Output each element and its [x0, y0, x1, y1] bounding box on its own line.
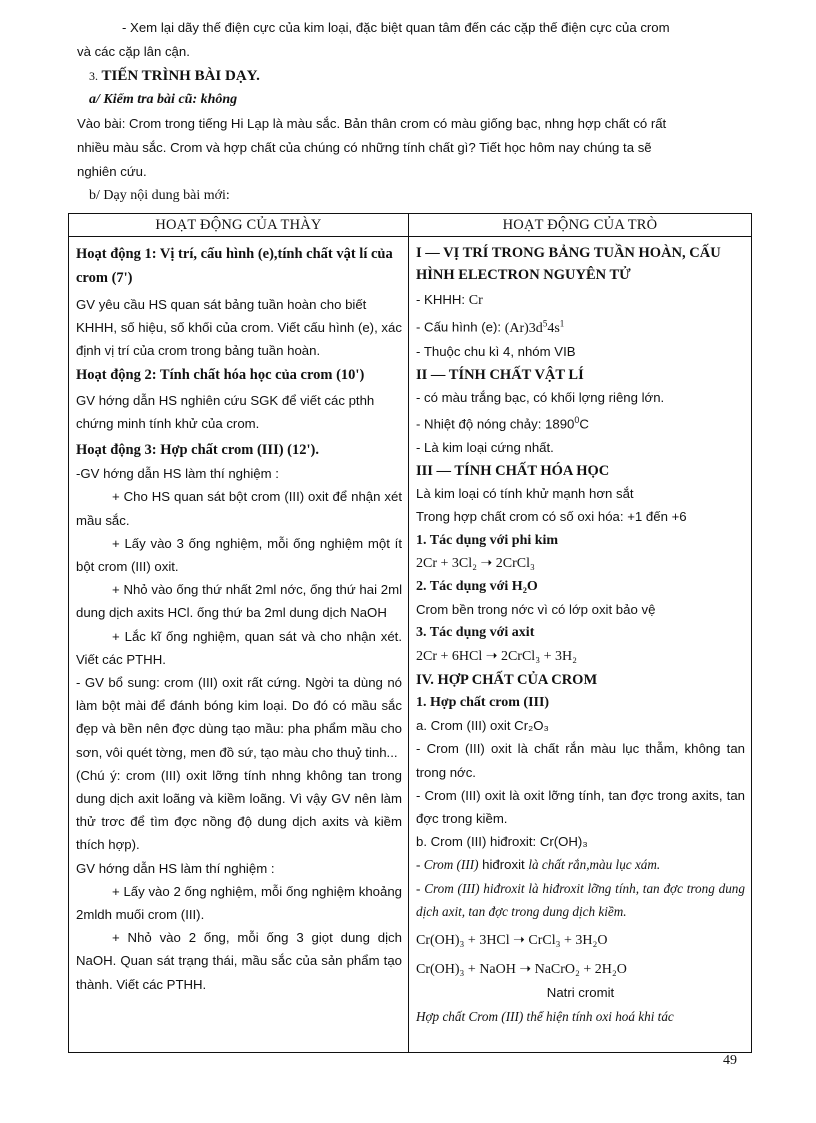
activity-3-step-5: + Lấy vào 2 ống nghiệm, mỗi ống nghiệm khoảng 2mldh muối crom (III).	[76, 883, 402, 923]
intro-paragraph-2: nhiều màu sắc. Crom và hợp chất của chúng có những tính chất gì? Tiết học hôm nay chúng ta sẽ	[77, 140, 652, 155]
section-3-eq-3: 2Cr + 6HCl ➝ 2CrCl₃ + 3H₂	[416, 648, 577, 664]
section-3-line-1: Là kim loại có tính khử mạnh hơn sắt	[416, 486, 634, 502]
activity-3-step-1: + Cho HS quan sát bột crom (III) oxit để nhận xét mầu sắc.	[76, 489, 402, 528]
degree-sup: 0	[574, 415, 580, 426]
section-4-sub-1: 1. Hợp chất crom (III)	[416, 694, 550, 710]
section-1-khhh	[416, 288, 745, 312]
page-number: 49	[723, 1053, 737, 1068]
config-label: - Cấu hình (e):	[416, 319, 502, 335]
section-4-title: IV. HỢP CHẤT CỦA CROM	[416, 671, 598, 688]
new-content-heading: b/ Dạy nội dung bài mới:	[89, 188, 230, 203]
teacher-column-header: HOẠT ĐỘNG CỦA THÀY	[69, 214, 409, 237]
activity-3-title: Hoạt động 3: Hợp chất crom (III) (12').	[76, 442, 319, 459]
section-1-period: - Thuộc chu kì 4, nhóm VIB	[416, 344, 576, 360]
section-2-line-3: - Là kim loại cứng nhất.	[416, 440, 554, 456]
config-4s: 4s	[547, 320, 560, 336]
section-4-a-2: - Crom (III) oxit là oxit lỡng tính, tan đợc trong axits, tan đợc trong kiềm.	[416, 787, 745, 826]
section-4-eq-2-name: Natri cromit	[546, 985, 615, 1001]
section-4-eq-1: Cr(OH)₃ + 3HCl ➝ CrCl₃ + 3H₂O	[416, 932, 608, 948]
config-value	[504, 318, 565, 336]
section-title: TIẾN TRÌNH BÀI DẠY.	[101, 68, 260, 84]
config-core: (Ar)3d	[504, 320, 543, 336]
lesson-table	[68, 213, 752, 1053]
section-2-melting-point	[416, 409, 745, 436]
check-old-lesson: a/ Kiểm tra bài cũ: không	[89, 92, 238, 107]
section-2-line-1: - có màu trắng bạc, có khối lợng riêng lớn.	[416, 390, 665, 406]
objective-bullet: - Xem lại dãy thế điện cực của kim loại, đặc biệt quan tâm đến các cặp thế điện cực của crom	[122, 20, 670, 35]
section-3-title: III — TÍNH CHẤT HÓA HỌC	[416, 463, 610, 480]
section-4-eq-2: Cr(OH)₃ + NaOH ➝ NaCrO₂ + 2H₂O	[416, 962, 627, 978]
section-2-title: II — TÍNH CHẤT VẬT LÍ	[416, 367, 584, 384]
section-3-line-2: Trong hợp chất crom có số oxi hóa: +1 đến +6	[416, 509, 687, 525]
student-column-header: HOẠT ĐỘNG CỦA TRÒ	[409, 214, 752, 237]
intro-paragraph-3: nghiên cứu.	[77, 164, 147, 179]
activity-3-step-2: + Lấy vào 3 ống nghiệm, mỗi ống nghiệm một ít bột crom (III) oxit.	[76, 535, 402, 575]
activity-1-text: GV yêu cầu HS quan sát bảng tuần hoàn cho biết KHHH, số hiệu, số khối của crom. Viết cấu hình (e), xác định vị trí của crom trong bảng tuần hoàn.	[76, 297, 402, 359]
section-3-sub-2: 2. Tác dụng với H₂O	[416, 579, 538, 595]
melting-unit: C	[579, 416, 589, 432]
section-3-sub-3: 3. Tác dụng với axit	[416, 625, 535, 641]
section-4-b-2: - Crom (III) hiđroxit là hiđroxit lỡng tính, tan đợc trong dung dịch axit, tan đợc trong dung dịch kiềm.	[416, 880, 745, 919]
activity-3-step-6: + Nhỏ vào 2 ống, mỗi ống 3 giọt dung dịch NaOH. Quan sát trạng thái, mầu sắc của sản phẩm tạo thành. Viết các PTHH.	[76, 930, 402, 992]
section-1-title: I — VỊ TRÍ TRONG BẢNG TUẦN HOÀN, CẤU HÌNH ELECTRON NGUYÊN TỬ	[416, 245, 721, 283]
intro-block	[77, 16, 742, 208]
section-4-b: b. Crom (III) hiđroxit: Cr(OH)₃	[416, 834, 588, 850]
section-number: 3.	[89, 69, 98, 83]
khhh-symbol: Cr	[468, 293, 483, 308]
activity-3-supplement: - GV bổ sung: crom (III) oxit rất cứng. Ngời ta dùng nó làm bột mài để đánh bóng kim loại. Do đó có mầu sắc đẹp và bền nên đợc dùng tạo mầu: pha phẩm mầu cho sơn, vôi quét tờng, men đồ sứ, tạo màu cho thuỷ tinh...	[76, 675, 402, 760]
section-heading	[77, 64, 742, 88]
activity-2-text: GV hớng dẫn HS nghiên cứu SGK để viết các pthh chứng minh tính khử của crom.	[76, 392, 375, 431]
khhh-label: - KHHH:	[416, 292, 466, 307]
teacher-activities-cell	[69, 237, 409, 1053]
objective-bullet-cont: và các cặp lân cận.	[77, 44, 190, 59]
section-4-a: a. Crom (III) oxit Cr₂O₃	[416, 718, 549, 734]
b1-part-b: hiđroxit	[482, 857, 525, 873]
activity-3-step-3: + Nhỏ vào ống thứ nhất 2ml nớc, ống thứ hai 2ml dung dịch axits HCl. ống thứ ba 2ml dung dịch NaOH	[76, 582, 402, 621]
b1-part-c: là chất rắn,màu lục xám.	[528, 857, 661, 873]
melting-label: - Nhiệt độ nóng chảy: 1890	[416, 416, 575, 432]
section-4-last-line: Hợp chất Crom (III) thể hiện tính oxi hoá khi tác	[416, 1008, 674, 1024]
activity-1-title: Hoạt động 1: Vị trí, cấu hình (e),tính chất vật lí của crom (7')	[76, 246, 393, 286]
activity-3-note: (Chú ý: crom (III) oxit lỡng tính nhng không tan trong dung dịch axit loãng và kiềm loãng. Vì vậy GV nên làm thử trơc để tìm đợc nồng độ dung dịch axits và kiềm thích hợp).	[76, 767, 402, 853]
section-3-sub-2-text: Crom bền trong nớc vì có lớp oxit bảo vệ	[416, 602, 656, 618]
activity-3-step-4: + Lắc kĩ ống nghiệm, quan sát và cho nhận xét. Viết các PTHH.	[76, 628, 402, 667]
section-4-b-1	[416, 853, 745, 876]
config-sup-1: 5	[542, 318, 548, 329]
section-3-sub-1: 1. Tác dụng với phi kim	[416, 532, 559, 548]
student-activities-cell	[409, 237, 752, 1053]
section-1-configuration	[416, 312, 745, 340]
activity-3-guide-2: GV hớng dẫn HS làm thí nghiệm :	[76, 860, 275, 876]
activity-2-title: Hoạt động 2: Tính chất hóa học của crom (10')	[76, 366, 365, 383]
activity-3-intro: -GV hớng dẫn HS làm thí nghiệm :	[76, 466, 279, 482]
section-3-eq-1: 2Cr + 3Cl₂ ➝ 2CrCl₃	[416, 555, 535, 571]
section-4-a-1: - Crom (III) oxit là chất rắn màu lục thẫm, không tan trong nớc.	[416, 741, 745, 780]
config-sup-2: 1	[559, 318, 565, 329]
b1-part-a: - Crom (III)	[416, 857, 479, 873]
intro-paragraph-1: Vào bài: Crom trong tiếng Hi Lạp là màu sắc. Bản thân crom có màu giống bạc, nhng hợp chất có rất	[77, 116, 667, 131]
